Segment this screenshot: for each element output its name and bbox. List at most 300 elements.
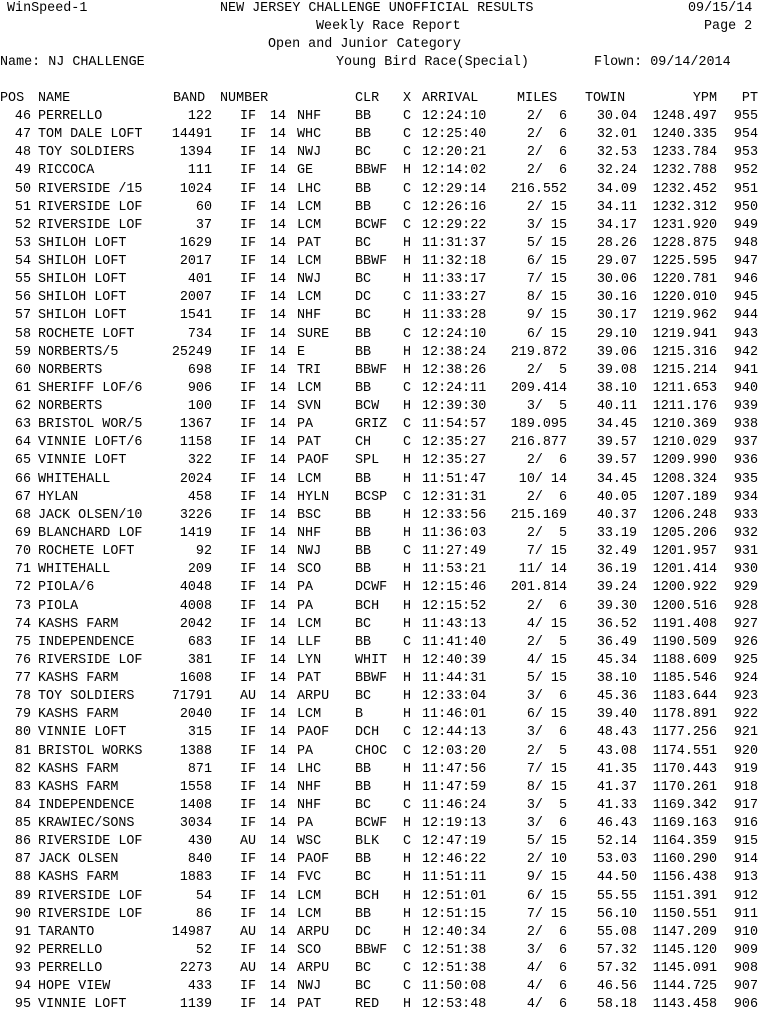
row-miles: 4/ 6 <box>526 979 567 995</box>
table-row <box>0 779 768 797</box>
row-club: LLF <box>297 634 322 650</box>
row-towin: 32.53 <box>596 145 637 161</box>
row-color: CHOC <box>355 743 388 759</box>
row-ypm: 1177.256 <box>652 725 717 741</box>
row-ypm: 1207.189 <box>652 489 717 505</box>
row-year: 14 <box>270 924 287 940</box>
row-arrival: 11:54:57 <box>422 417 487 433</box>
table-row <box>0 634 768 652</box>
row-points: 921 <box>733 725 758 741</box>
row-year: 14 <box>270 181 287 197</box>
row-ypm: 1206.248 <box>652 507 717 523</box>
row-ypm: 1164.359 <box>652 834 717 850</box>
row-color: DCH <box>355 725 380 741</box>
row-color: BCH <box>355 888 380 904</box>
row-band: 1139 <box>179 997 212 1013</box>
row-points: 942 <box>733 344 758 360</box>
row-color: BC <box>355 616 372 632</box>
row-points: 938 <box>733 417 758 433</box>
col-pt: PT <box>741 91 758 106</box>
row-name: SHILOH LOFT <box>38 290 127 306</box>
row-towin: 52.14 <box>596 834 637 850</box>
row-prefix: IF <box>240 525 257 541</box>
row-sex: C <box>403 127 412 143</box>
report-header-line-1 <box>0 0 768 18</box>
row-arrival: 12:15:46 <box>422 580 487 596</box>
row-ypm: 1169.163 <box>652 816 717 832</box>
row-year: 14 <box>270 870 287 886</box>
row-club: SCO <box>297 942 322 958</box>
row-pos: 95 <box>14 997 31 1013</box>
row-prefix: IF <box>240 979 257 995</box>
row-arrival: 11:51:11 <box>422 870 487 886</box>
row-color: BCWF <box>355 217 388 233</box>
row-year: 14 <box>270 199 287 215</box>
row-year: 14 <box>270 816 287 832</box>
row-name: KASHS FARM <box>38 616 119 632</box>
row-sex: H <box>403 689 412 705</box>
col-miles: MILES <box>517 91 558 106</box>
row-sex: C <box>403 544 412 560</box>
row-club: NHF <box>297 525 322 541</box>
row-band: 54 <box>195 888 212 904</box>
row-miles: 2/ 5 <box>526 525 567 541</box>
row-points: 937 <box>733 435 758 451</box>
row-pos: 55 <box>14 272 31 288</box>
row-miles: 3/ 5 <box>526 797 567 813</box>
row-arrival: 11:33:17 <box>422 272 487 288</box>
row-arrival: 12:46:22 <box>422 852 487 868</box>
col-ypm: YPM <box>692 91 717 106</box>
row-sex: H <box>403 707 412 723</box>
row-arrival: 12:51:38 <box>422 961 487 977</box>
row-towin: 57.32 <box>596 942 637 958</box>
row-arrival: 12:29:22 <box>422 217 487 233</box>
row-color: BB <box>355 380 372 396</box>
row-arrival: 11:33:27 <box>422 290 487 306</box>
report-category: Open and Junior Category <box>268 37 461 52</box>
row-arrival: 12:14:02 <box>422 163 487 179</box>
row-name: HYLAN <box>38 489 79 505</box>
row-points: 930 <box>733 562 758 578</box>
row-towin: 32.24 <box>596 163 637 179</box>
row-miles: 216.552 <box>510 181 567 197</box>
row-arrival: 11:27:49 <box>422 544 487 560</box>
row-name: WHITEHALL <box>38 471 111 487</box>
row-ypm: 1232.452 <box>652 181 717 197</box>
row-miles: 5/ 15 <box>526 671 567 687</box>
row-pos: 83 <box>14 779 31 795</box>
row-sex: H <box>403 761 412 777</box>
row-club: NHF <box>297 308 322 324</box>
table-row <box>0 489 768 507</box>
row-pos: 52 <box>14 217 31 233</box>
row-club: NWJ <box>297 272 322 288</box>
row-club: ARPU <box>297 689 330 705</box>
row-club: FVC <box>297 870 322 886</box>
row-year: 14 <box>270 399 287 415</box>
flown-date: Flown: 09/14/2014 <box>594 55 731 70</box>
row-ypm: 1220.781 <box>652 272 717 288</box>
row-band: 100 <box>187 399 212 415</box>
row-arrival: 12:20:21 <box>422 145 487 161</box>
col-band: BAND <box>173 91 206 106</box>
row-towin: 39.06 <box>596 344 637 360</box>
row-name: ROCHETE LOFT <box>38 544 135 560</box>
row-points: 907 <box>733 979 758 995</box>
table-row <box>0 235 768 253</box>
row-arrival: 11:47:56 <box>422 761 487 777</box>
row-year: 14 <box>270 743 287 759</box>
row-pos: 46 <box>14 109 31 124</box>
row-year: 14 <box>270 109 287 124</box>
row-ypm: 1191.408 <box>652 616 717 632</box>
row-ypm: 1200.922 <box>652 580 717 596</box>
row-miles: 3/ 6 <box>526 816 567 832</box>
row-sex: H <box>403 525 412 541</box>
row-miles: 5/ 15 <box>526 235 567 251</box>
row-prefix: IF <box>240 997 257 1013</box>
row-arrival: 11:53:21 <box>422 562 487 578</box>
row-year: 14 <box>270 997 287 1013</box>
row-ypm: 1209.990 <box>652 453 717 469</box>
row-name: KRAWIEC/SONS <box>38 816 135 832</box>
row-arrival: 11:46:24 <box>422 797 487 813</box>
table-row <box>0 416 768 434</box>
row-prefix: IF <box>240 272 257 288</box>
row-pos: 87 <box>14 852 31 868</box>
row-sex: H <box>403 308 412 324</box>
row-color: BBWF <box>355 163 388 179</box>
col-towin: TOWIN <box>585 91 626 106</box>
row-color: RED <box>355 997 380 1013</box>
row-name: RIVERSIDE LOF <box>38 834 143 850</box>
row-ypm: 1170.443 <box>652 761 717 777</box>
row-name: VINNIE LOFT/6 <box>38 435 143 451</box>
row-pos: 77 <box>14 671 31 687</box>
page-number: Page 2 <box>704 19 753 34</box>
row-year: 14 <box>270 562 287 578</box>
row-points: 918 <box>733 779 758 795</box>
row-towin: 30.06 <box>596 272 637 288</box>
table-row <box>0 326 768 344</box>
row-club: NWJ <box>297 145 322 161</box>
row-name: TOM DALE LOFT <box>38 127 143 143</box>
row-club: BSC <box>297 507 322 523</box>
row-club: LCM <box>297 380 322 396</box>
row-name: ROCHETE LOFT <box>38 326 135 342</box>
row-club: SCO <box>297 562 322 578</box>
row-pos: 50 <box>14 181 31 197</box>
table-row <box>0 543 768 561</box>
row-year: 14 <box>270 707 287 723</box>
table-row <box>0 108 768 126</box>
row-band: 734 <box>187 326 212 342</box>
row-pos: 70 <box>14 544 31 560</box>
row-name: SHILOH LOFT <box>38 272 127 288</box>
row-year: 14 <box>270 979 287 995</box>
row-arrival: 12:51:38 <box>422 942 487 958</box>
row-points: 943 <box>733 326 758 342</box>
row-pos: 86 <box>14 834 31 850</box>
row-sex: H <box>403 562 412 578</box>
row-color: BLK <box>355 834 380 850</box>
row-ypm: 1143.458 <box>652 997 717 1013</box>
row-towin: 30.17 <box>596 308 637 324</box>
row-towin: 56.10 <box>596 906 637 922</box>
table-row <box>0 688 768 706</box>
row-prefix: IF <box>240 852 257 868</box>
row-year: 14 <box>270 725 287 741</box>
row-sex: H <box>403 870 412 886</box>
row-pos: 47 <box>14 127 31 143</box>
row-prefix: IF <box>240 888 257 904</box>
row-points: 948 <box>733 235 758 251</box>
row-name: VINNIE LOFT <box>38 725 127 741</box>
row-arrival: 12:33:56 <box>422 507 487 523</box>
row-prefix: IF <box>240 797 257 813</box>
row-band: 1367 <box>179 417 212 433</box>
row-miles: 7/ 15 <box>526 906 567 922</box>
row-ypm: 1183.644 <box>652 689 717 705</box>
row-miles: 2/ 6 <box>526 598 567 614</box>
row-pos: 79 <box>14 707 31 723</box>
row-sex: C <box>403 743 412 759</box>
row-prefix: IF <box>240 362 257 378</box>
row-club: WSC <box>297 834 322 850</box>
row-towin: 58.18 <box>596 997 637 1013</box>
row-sex: C <box>403 725 412 741</box>
row-arrival: 12:39:30 <box>422 399 487 415</box>
row-prefix: IF <box>240 380 257 396</box>
table-row <box>0 126 768 144</box>
col-arrival: ARRIVAL <box>422 91 479 106</box>
row-year: 14 <box>270 525 287 541</box>
row-club: NWJ <box>297 544 322 560</box>
table-row <box>0 452 768 470</box>
row-towin: 57.32 <box>596 961 637 977</box>
row-band: 86 <box>195 906 212 922</box>
row-arrival: 12:25:40 <box>422 127 487 143</box>
row-towin: 53.03 <box>596 852 637 868</box>
row-prefix: AU <box>240 689 257 705</box>
row-towin: 45.36 <box>596 689 637 705</box>
row-color: SPL <box>355 453 380 469</box>
row-towin: 55.55 <box>596 888 637 904</box>
table-row <box>0 652 768 670</box>
row-sex: C <box>403 181 412 197</box>
row-points: 953 <box>733 145 758 161</box>
row-pos: 61 <box>14 380 31 396</box>
row-sex: C <box>403 199 412 215</box>
row-club: PAT <box>297 435 322 451</box>
row-sex: H <box>403 453 412 469</box>
row-year: 14 <box>270 489 287 505</box>
row-arrival: 12:29:14 <box>422 181 487 197</box>
table-row <box>0 253 768 271</box>
row-band: 4048 <box>179 580 212 596</box>
row-pos: 56 <box>14 290 31 306</box>
row-sex: H <box>403 254 412 270</box>
row-points: 927 <box>733 616 758 632</box>
row-color: B <box>355 707 364 723</box>
row-miles: 6/ 15 <box>526 254 567 270</box>
row-color: DC <box>355 290 372 306</box>
club-name: Name: NJ CHALLENGE <box>0 55 145 70</box>
row-pos: 48 <box>14 145 31 161</box>
report-date: 09/15/14 <box>688 1 753 16</box>
row-club: PAOF <box>297 852 330 868</box>
row-color: BCSP <box>355 489 388 505</box>
row-prefix: IF <box>240 761 257 777</box>
row-name: VINNIE LOFT <box>38 997 127 1013</box>
row-prefix: IF <box>240 634 257 650</box>
row-prefix: IF <box>240 254 257 270</box>
row-color: BBWF <box>355 254 388 270</box>
row-arrival: 11:41:40 <box>422 634 487 650</box>
row-name: BRISTOL WOR/5 <box>38 417 143 433</box>
row-sex: H <box>403 888 412 904</box>
row-band: 122 <box>187 109 212 124</box>
row-name: SHILOH LOFT <box>38 235 127 251</box>
row-towin: 40.11 <box>596 399 637 415</box>
row-ypm: 1225.595 <box>652 254 717 270</box>
row-towin: 45.34 <box>596 652 637 668</box>
row-sex: H <box>403 163 412 179</box>
row-arrival: 11:50:08 <box>422 979 487 995</box>
row-color: BB <box>355 906 372 922</box>
row-ypm: 1210.029 <box>652 435 717 451</box>
row-pos: 64 <box>14 435 31 451</box>
row-miles: 201.814 <box>510 580 567 596</box>
row-sex: H <box>403 906 412 922</box>
row-towin: 40.37 <box>596 507 637 523</box>
row-year: 14 <box>270 634 287 650</box>
row-name: PERRELLO <box>38 109 103 124</box>
row-band: 401 <box>187 272 212 288</box>
row-year: 14 <box>270 254 287 270</box>
row-prefix: IF <box>240 435 257 451</box>
row-pos: 65 <box>14 453 31 469</box>
row-pos: 85 <box>14 816 31 832</box>
table-row <box>0 706 768 724</box>
table-row <box>0 471 768 489</box>
row-color: BB <box>355 109 372 124</box>
row-arrival: 12:53:48 <box>422 997 487 1013</box>
row-club: LCM <box>297 254 322 270</box>
row-sex: C <box>403 417 412 433</box>
row-name: PIOLA/6 <box>38 580 95 596</box>
row-pos: 78 <box>14 689 31 705</box>
row-sex: H <box>403 399 412 415</box>
row-ypm: 1210.369 <box>652 417 717 433</box>
row-towin: 34.11 <box>596 199 637 215</box>
row-name: RIVERSIDE LOF <box>38 217 143 233</box>
row-club: LYN <box>297 652 322 668</box>
row-ypm: 1144.725 <box>652 979 717 995</box>
row-sex: C <box>403 326 412 342</box>
row-pos: 88 <box>14 870 31 886</box>
row-points: 909 <box>733 942 758 958</box>
row-miles: 4/ 6 <box>526 997 567 1013</box>
row-ypm: 1190.509 <box>652 634 717 650</box>
row-ypm: 1150.551 <box>652 906 717 922</box>
row-miles: 2/ 6 <box>526 145 567 161</box>
row-year: 14 <box>270 435 287 451</box>
race-name: Young Bird Race(Special) <box>336 55 529 70</box>
row-name: WHITEHALL <box>38 562 111 578</box>
row-prefix: IF <box>240 743 257 759</box>
row-pos: 54 <box>14 254 31 270</box>
table-row <box>0 507 768 525</box>
row-prefix: IF <box>240 308 257 324</box>
row-color: BB <box>355 544 372 560</box>
row-club: NHF <box>297 109 322 124</box>
row-color: BCW <box>355 399 380 415</box>
row-name: BLANCHARD LOF <box>38 525 143 541</box>
row-arrival: 11:33:28 <box>422 308 487 324</box>
row-band: 698 <box>187 362 212 378</box>
row-band: 3226 <box>179 507 212 523</box>
row-points: 933 <box>733 507 758 523</box>
row-prefix: IF <box>240 942 257 958</box>
row-points: 928 <box>733 598 758 614</box>
row-year: 14 <box>270 652 287 668</box>
row-prefix: IF <box>240 217 257 233</box>
row-miles: 9/ 15 <box>526 870 567 886</box>
row-arrival: 11:43:13 <box>422 616 487 632</box>
row-name: PERRELLO <box>38 942 103 958</box>
row-sex: H <box>403 344 412 360</box>
row-color: BB <box>355 852 372 868</box>
row-color: CH <box>355 435 372 451</box>
row-color: BB <box>355 199 372 215</box>
row-year: 14 <box>270 272 287 288</box>
col-number: NUMBER <box>220 91 269 106</box>
row-band: 1394 <box>179 145 212 161</box>
row-sex: C <box>403 145 412 161</box>
row-prefix: IF <box>240 580 257 596</box>
row-pos: 90 <box>14 906 31 922</box>
row-sex: C <box>403 380 412 396</box>
row-prefix: IF <box>240 181 257 197</box>
row-prefix: IF <box>240 870 257 886</box>
row-miles: 9/ 15 <box>526 308 567 324</box>
row-arrival: 12:24:10 <box>422 326 487 342</box>
row-miles: 5/ 15 <box>526 834 567 850</box>
row-towin: 29.07 <box>596 254 637 270</box>
row-color: BB <box>355 779 372 795</box>
row-color: WHIT <box>355 652 388 668</box>
row-towin: 39.30 <box>596 598 637 614</box>
row-miles: 2/ 6 <box>526 163 567 179</box>
row-sex: H <box>403 616 412 632</box>
table-row <box>0 906 768 924</box>
row-pos: 62 <box>14 399 31 415</box>
row-band: 433 <box>187 979 212 995</box>
row-points: 949 <box>733 217 758 233</box>
row-arrival: 12:35:27 <box>422 453 487 469</box>
row-towin: 33.19 <box>596 525 637 541</box>
row-name: RICCOCA <box>38 163 95 179</box>
row-towin: 38.10 <box>596 671 637 687</box>
row-band: 37 <box>195 217 212 233</box>
row-club: PAOF <box>297 725 330 741</box>
row-club: NHF <box>297 779 322 795</box>
row-miles: 7/ 15 <box>526 272 567 288</box>
row-pos: 71 <box>14 562 31 578</box>
row-sex: H <box>403 507 412 523</box>
